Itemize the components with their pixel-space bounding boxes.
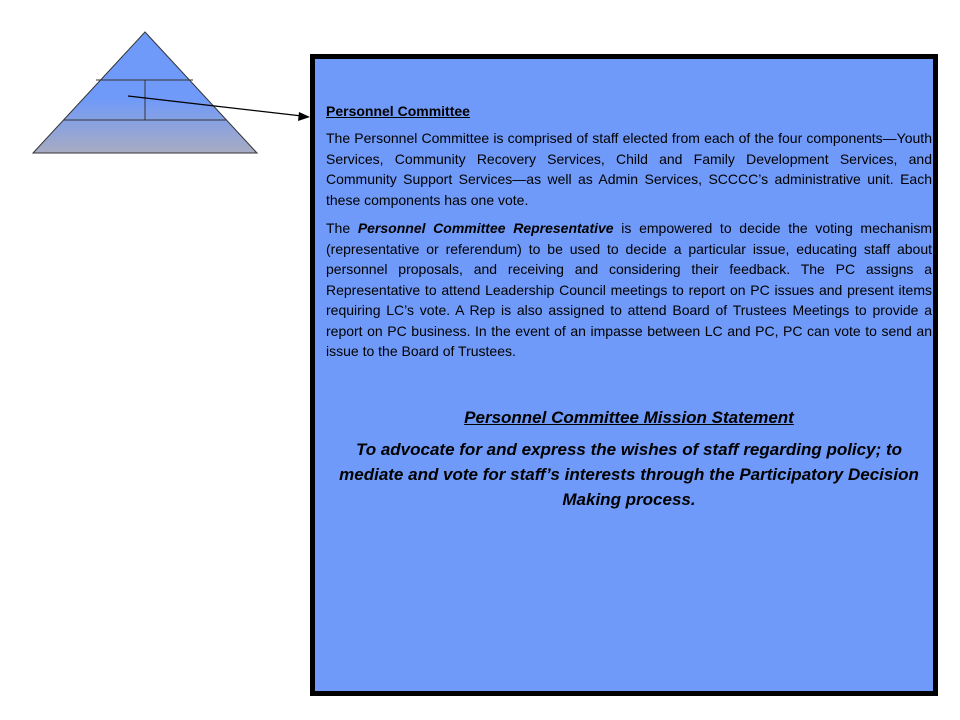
representative-term: Personnel Committee Representative	[357, 220, 614, 236]
mission-statement: To advocate for and express the wishes of staff regarding policy; to mediate and vote for staff’s interests through the Participatory Decision Making process.	[339, 439, 919, 509]
committee-panel	[310, 54, 938, 696]
paragraph-prefix: The	[326, 220, 358, 236]
mission-title: Personnel Committee Mission Statement	[464, 407, 794, 427]
composition-paragraph: The Personnel Committee is comprised of staff elected from each of the four components—Youth Services, Community Recovery Services, Child and Family Development Services, and Community Support Services—as well as Admin Services, SCCCC’s administrative unit. Each these components has one vote.	[326, 130, 932, 208]
paragraph-body: is empowered to decide the voting mechanism (representative or referendum) to be used to decide a particular issue, educating staff about personnel proposals, and receiving and considering their feedback. The PC assigns a Representative to attend Leadership Council meetings to report on PC issues and present items requiring LC’s vote. A Rep is also assigned to attend Board of Trustees Meetings to provide a report on PC business. In the event of an impasse between LC and PC, PC can vote to send an issue to the Board of Trustees.	[326, 220, 932, 359]
representative-paragraph	[326, 218, 932, 362]
section-heading: Personnel Committee	[326, 103, 470, 119]
panel-content	[326, 103, 932, 512]
pyramid-diagram	[0, 0, 320, 200]
